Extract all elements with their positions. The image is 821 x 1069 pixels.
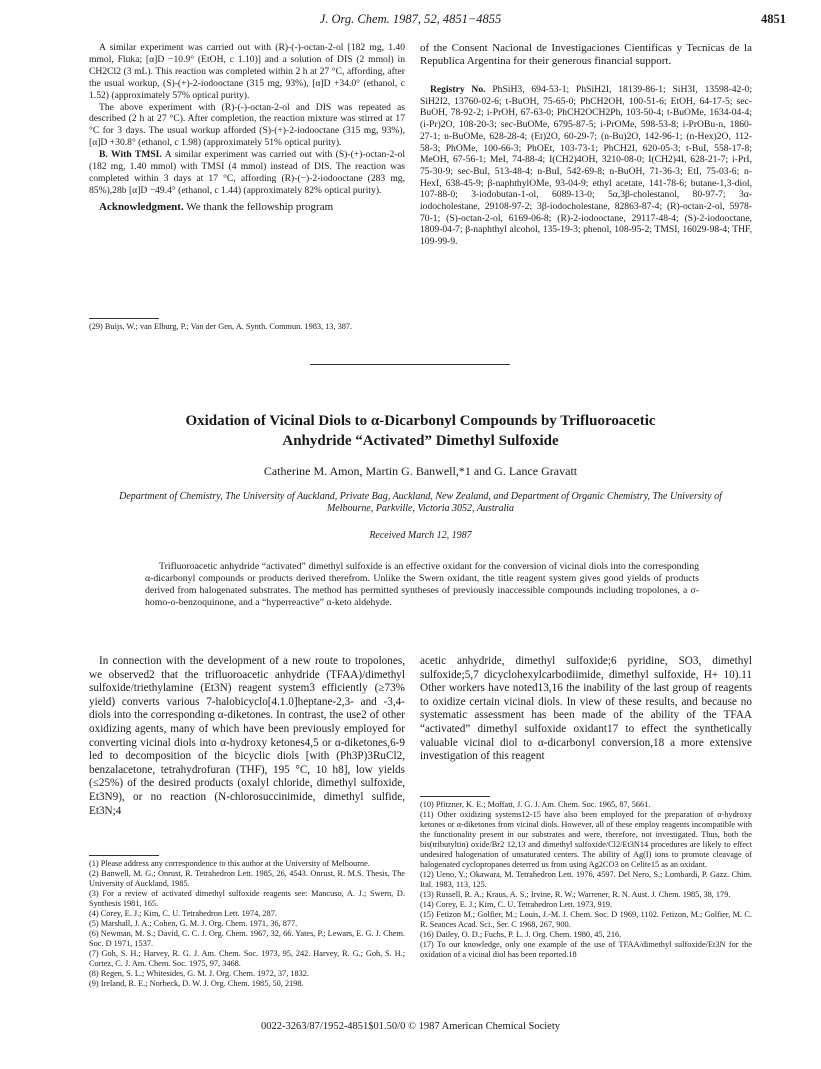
footnote: (8) Regen, S. L.; Whitesides, G. M. J. Org. Chem. 1972, 37, 1832. [89, 969, 310, 978]
body-left-column [89, 655, 405, 818]
top-right-column [420, 42, 752, 68]
footnote: (16) Dailey, O. D.; Fuchs, P. L. J. Org. Chem. 1980, 45, 216. [420, 930, 622, 939]
article-title: Oxidation of Vicinal Diols to α-Dicarbonyl Compounds by Trifluoroacetic Anhydride “Activated” Dimethyl Sulfoxide [185, 413, 656, 449]
received-date: Received March 12, 1987 [369, 530, 472, 541]
footnote: (13) Russell, R. A.; Kraus, A. S.; Irvine, R. W.; Warrener, R. N. Aust. J. Chem. 1985, 38, 179. [420, 890, 731, 899]
footnote: (2) Banwell, M. G.; Onrust, R. Tetrahedron Lett. 1985, 26, 4543. Onrust, R. M.S. Thesis, The University of Auckland, 1985. [89, 869, 405, 888]
copyright-footer: 0022-3263/87/1952-4851$01.50/0 © 1987 American Chemical Society [260, 1021, 561, 1032]
article-separator [310, 364, 510, 365]
footnote: (15) Fetizon M.; Golfier, M.; Louis, J.-M. J. Chem. Soc. D 1969, 1102. Fetizon, M.; Golfier, M. C. R. Seances Acad. Sci., Ser. C 1968, 267, 900. [420, 910, 752, 929]
footnote: (29) Buijs, W.; van Elburg, P.; Van der Gen, A. Synth. Commun. 1983, 13, 387. [89, 322, 353, 331]
footnote: (7) Goh, S. H.; Harvey, R. G. J. Am. Chem. Soc. 1973, 95, 242. Harvey, R. G.; Goh, S. H.; Cortez, C. J. Am. Chem. Soc. 1975, 97, 3468. [89, 949, 405, 968]
paragraph: of the Consent Nacional de Investigaciones Cientificas y Tecnicas de la Republica Argentina for their generous financial support. [420, 42, 752, 67]
footnotes-right [420, 800, 752, 960]
acknowledgment: Acknowledgment. We thank the fellowship program [99, 200, 334, 213]
footnotes-left [89, 859, 405, 989]
section-heading: B. With TMSI. [99, 149, 162, 161]
footnote-divider [89, 318, 159, 319]
abstract: Trifluoroacetic anhydride “activated” dimethyl sulfoxide is an effective oxidant for the conversion of vicinal diols into the corresponding α-dicarbonyl compounds or products derived therefrom. Unlike the Swern oxidant, the title reagent system gives good yields of products derived from halogenated substrates. The method has permitted syntheses of previously inaccessible compounds including tropolones, a σ-homo-o-benzoquinone, and a “hyperreactive” α-keto aldehyde. [145, 561, 699, 608]
registry-numbers: Registry No. PhSiH3, 694-53-1; PhSiH2I, 18139-86-1; SiH3I, 13598-42-0; SiH2I2, 13760-02-6; t-BuOH, 75-65-0; PhCH2OH, 100-51-6; EtOH, 64-17-5; sec-BuOH, 78-92-2; i-PrOH, 67-63-0; PhCH2OCH2Ph, 103-50-4; t-BuOMe, 1634-04-4; (i-Pr)2O, 108-20-3; sec-BuOMe, 6795-87-5; i-PrOMe, 598-53-8; i-PrOBu-n, 1860-27-1; n-BuOMe, 628-28-4; (Et)2O, 60-29-7; (n-Bu)2O, 142-96-1; (n-Hex)2O, 112-58-3; PhOMe, 100-66-3; PhOEt, 103-73-1; PhCH2I, 620-05-3; t-BuI, 558-17-8; MeOH, 67-56-1; MeI, 74-88-4; I(CH2)4OH, 3210-08-0; I(CH2)4I, 628-21-7; i-PrI, 75-30-9; sec-BuI, 513-48-4; n-BuI, 542-69-8; n-BuOH, 71-36-3; EtI, 75-03-6; n-HexI, 638-45-9; β-naphthylOMe, 93-04-9; ethyl acetate, 141-78-6; butane-1,3-diol, 107-88-0; 3-iodobutan-1-ol, 6089-13-0; 5α,3β-cholestanol, 80-97-7; 3α-iodocholestane, 29108-97-2; 3β-iodocholestane, 82863-87-4; (R)-octan-2-ol, 5978-70-1; (S)-octan-2-ol, 6169-06-8; (R)-2-iodooctane, 29117-48-4; (S)-2-iodooctane, 1809-04-7; β-naphthyl alcohol, 135-19-3; phenol, 108-95-2; TMSI, 16029-98-4; THF, 109-99-9. [420, 84, 752, 248]
running-header: J. Org. Chem. 1987, 52, 4851−4855 [319, 12, 502, 26]
footnote: (14) Corey, E. J.; Kim, C. U. Tetrahedron Lett. 1973, 919. [420, 900, 613, 909]
footnote: (12) Ueno, Y.; Okawara, M. Tetrahedron Lett. 1976, 4597. Del Nero, S.; Lombardi, P. Gazz. Chim. Ital. 1983, 113, 125. [420, 870, 752, 889]
footnote: (4) Corey, E. J.; Kim, C. U. Tetrahedron Lett. 1974, 287. [89, 909, 277, 918]
footnote: (5) Marshall, J. A.; Cohen, G. M. J. Org. Chem. 1971, 36, 877. [89, 919, 298, 928]
footnote: (1) Please address any correspondence to this author at the University of Melbourne. [89, 859, 370, 868]
footnote-divider [420, 796, 490, 797]
affiliation: Department of Chemistry, The University of Auckland, Private Bag, Auckland, New Zealand, and Department of Organic Chemistry, The University of Melbourne, Parkville, Victoria 3052, Australia [119, 491, 722, 514]
footnote: (3) For a review of activated dimethyl sulfoxide reagents see: Mancuso, A. J.; Swern, D. Synthesis 1981, 165. [89, 889, 405, 908]
footnote: (10) Pfitzner, K. E.; Moffatt, J. G. J. Am. Chem. Soc. 1965, 87, 5661. [420, 800, 651, 809]
footnote: (9) Ireland, R. E.; Norbeck, D. W. J. Org. Chem. 1985, 50, 2198. [89, 979, 304, 988]
footnote: (6) Newman, M. S.; David, C. C. J. Org. Chem. 1967, 32, 66. Yates, P.; Lewars, E. G. J. Chem. Soc. D 1971, 1537. [89, 929, 405, 948]
paragraph: In connection with the development of a new route to tropolones, we observed2 that the trifluoroacetic anhydride (TFAA)/dimethyl sulfoxide/triethylamine (Et3N) reagent system3 efficiently (≥73% yield) converts various 7-halobicyclo[4.1.0]heptane-2,3- and -3,4-diols into the corresponding α-diketones. In contrast, the use2 of other oxidizing agents, many of which have been previously employed for converting vicinal diols into α-hydroxy ketones4,5 or α-diketones,6-9 led to decomposition of the bicyclic diols [with (Ph3P)3RuCl2, benzalacetone, tetrahydrofuran (THF), 195 °C, 10 h8], low yields (≤25%) of the desired products (oxalyl chloride, dimethyl sulfoxide, Et3N9), or no reaction (N-chlorosuccinimide, dimethyl sulfide, Et3N;4 [89, 655, 405, 817]
footnote: (11) Other oxidizing systems12-15 have also been employed for the preparation of α-hydroxy ketones or α-diketones from vicinal diols. However, all of these employ reagents incompatible with the functionality present in our substrates and were, therefore, not investigated. Thus, both the bis(tributyltin) oxide/Br2 12,13 and dimethyl sulfoxide/Cl2/Et3N14 procedures are likely to effect undesired halogenation of unsaturated centers. The ability of Ag(I) ions to promote cleavage of halogenated cyclopropanes deterred us from using Ag2CO3 on Celite15 as an oxidant. [420, 810, 752, 869]
footnote: (17) To our knowledge, only one example of the use of TFAA/dimethyl sulfoxide/Et3N for the oxidation of a vicinal diol has been reported.18 [420, 940, 752, 959]
paragraph: acetic anhydride, dimethyl sulfoxide;6 pyridine, SO3, dimethyl sulfoxide;5,7 dicyclohexylcarbodiimide, dimethyl sulfoxide, H+ 10).11 Other workers have noted13,16 the inability of the last group of reagents to oxidize certain vicinal diols. In view of these results, and because no systematic assessment has been made of the ability of the TFAA “activated” dimethyl sulfoxide oxidant17 to effect the synthetically valuable vicinal diol to α-dicarbonyl conversion,18 a more extensive investigation of this reagent [420, 655, 752, 763]
page-number: 4851 [761, 12, 786, 26]
body-right-column [420, 655, 752, 764]
paragraph: B. With TMSI. A similar experiment was carried out with (S)-(+)-octan-2-ol (182 mg, 1.40 mmol) with TMSI (4 mmol) instead of DIS. The reaction was completed within 3 days at 17 °C, affording (R)-(−)-2-iodooctane (283 mg, 85%),28b [α]D −49.4° (ethanol, c 1.44) (approximately 82% optical purity). [89, 149, 405, 196]
authors: Catherine M. Amon, Martin G. Banwell,*1 and G. Lance Gravatt [263, 464, 578, 478]
top-left-column [89, 42, 405, 214]
paragraph: The above experiment with (R)-(-)-octan-2-ol and DIS was repeated as described (2 h at 27 °C). After completion, the reaction mixture was stirred at 17 °C for 3 days. The usual workup afforded (S)-(+)-2-iodooctane (315 mg, 93%), [α]D +30.8° (ethanol, c 1.98) (approximately 51% optical purity). [89, 101, 405, 149]
paragraph: A similar experiment was carried out with (R)-(-)-octan-2-ol [182 mg, 1.40 mmol, Fluka; [α]D −10.9° (EtOH, c 1.10)] and a solution of DIS (2 mmol) in CH2Cl2 (3 mL). This reaction was completed within 2 h at 27 °C, affording, after the usual workup, (S)-(+)-2-iodooctane (315 mg, 93%), [α]D +34.0° (ethanol, c 1.52) (approximately 57% optical purity). [89, 42, 405, 101]
footnote-divider [89, 855, 159, 856]
